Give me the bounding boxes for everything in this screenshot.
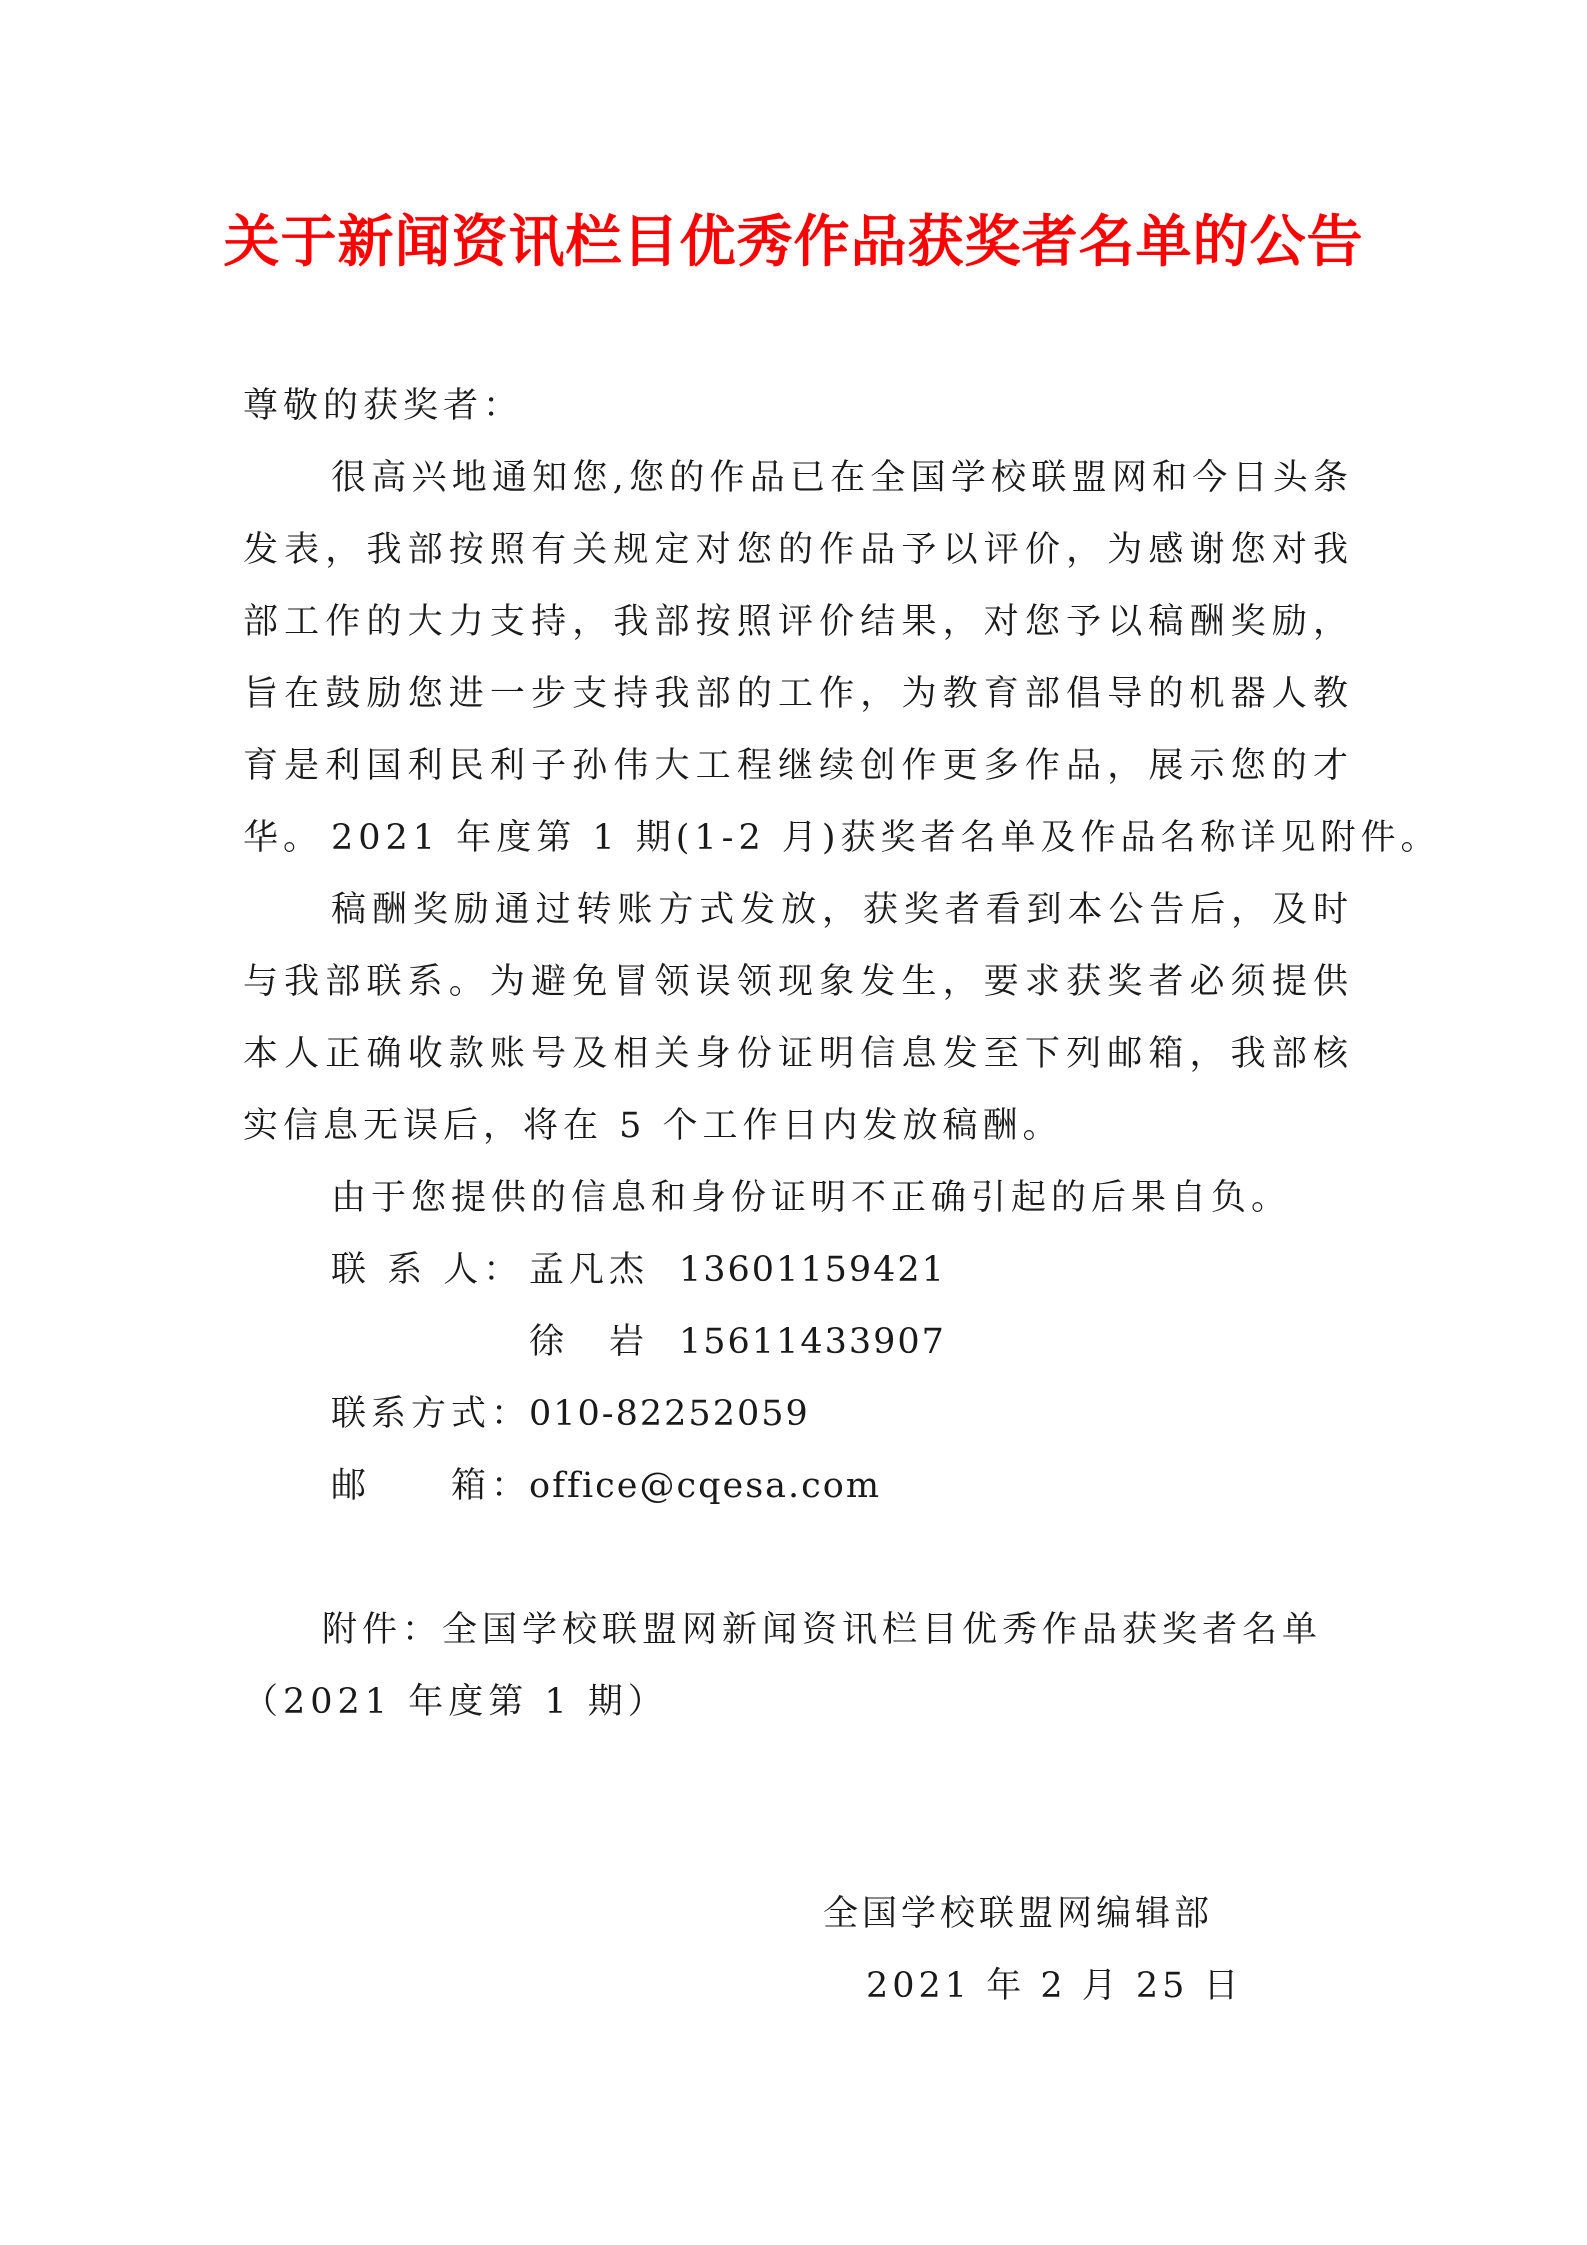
contact-email-label: 邮 箱： (331, 1466, 532, 1506)
contact-person-name: 孟凡杰 (529, 1250, 650, 1290)
contact-person-phone: 13601159421 (679, 1250, 946, 1290)
paragraph-award-period: 2021 年度第 1 期(1-2 月)获奖者名单及作品名称详见附件。 (331, 818, 1441, 858)
contact-person-name: 徐 岩 (529, 1322, 650, 1362)
contact-person-phone: 15611433907 (679, 1322, 946, 1362)
contact-person-label: 联 系 人： (331, 1250, 524, 1290)
contact-method-row (331, 1378, 810, 1450)
salutation: 尊敬的获奖者： (243, 386, 524, 426)
attachment-line-1: 附件：全国学校联盟网新闻资讯栏目优秀作品获奖者名单 (322, 1610, 1323, 1650)
signature-date: 2021 年 2 月 25 日 (866, 1966, 1243, 2006)
contact-person-row (529, 1306, 946, 1378)
paragraph-disclaimer: 由于您提供的信息和身份证明不正确引起的后果自负。 (331, 1178, 1292, 1218)
contact-email-value[interactable]: office@cqesa.com (529, 1466, 882, 1506)
contact-method-label: 联系方式： (331, 1394, 532, 1434)
signature-organization: 全国学校联盟网编辑部 (823, 1894, 1214, 1934)
document-title: 关于新闻资讯栏目优秀作品获奖者名单的公告 (223, 209, 1364, 275)
paragraph-notification: 很高兴地通知您,您的作品已在全国学校联盟网和今日头条发表，我部按照有关规定对您的作品予以评价，为感谢您对我部工作的大力支持，我部按照评价结果，对您予以稿酬奖励，旨在鼓励您进一步支持我部的工作，为教育部倡导的机器人教育是利国利民利子孙伟大工程继续创作更多作品，展示您的才华。 (243, 458, 1353, 858)
contact-email-row (331, 1450, 881, 1522)
paragraph-payment: 稿酬奖励通过转账方式发放，获奖者看到本公告后，及时与我部联系。为避免冒领误领现象发生，要求获奖者必须提供本人正确收款账号及相关身份证明信息发至下列邮箱，我部核实信息无误后，将在 5 个工作日内发放稿酬。 (243, 890, 1353, 1146)
contact-method-value: 010-82252059 (529, 1394, 810, 1434)
contact-person-row (331, 1234, 946, 1306)
attachment-line-2: （2021 年度第 1 期） (243, 1682, 668, 1722)
